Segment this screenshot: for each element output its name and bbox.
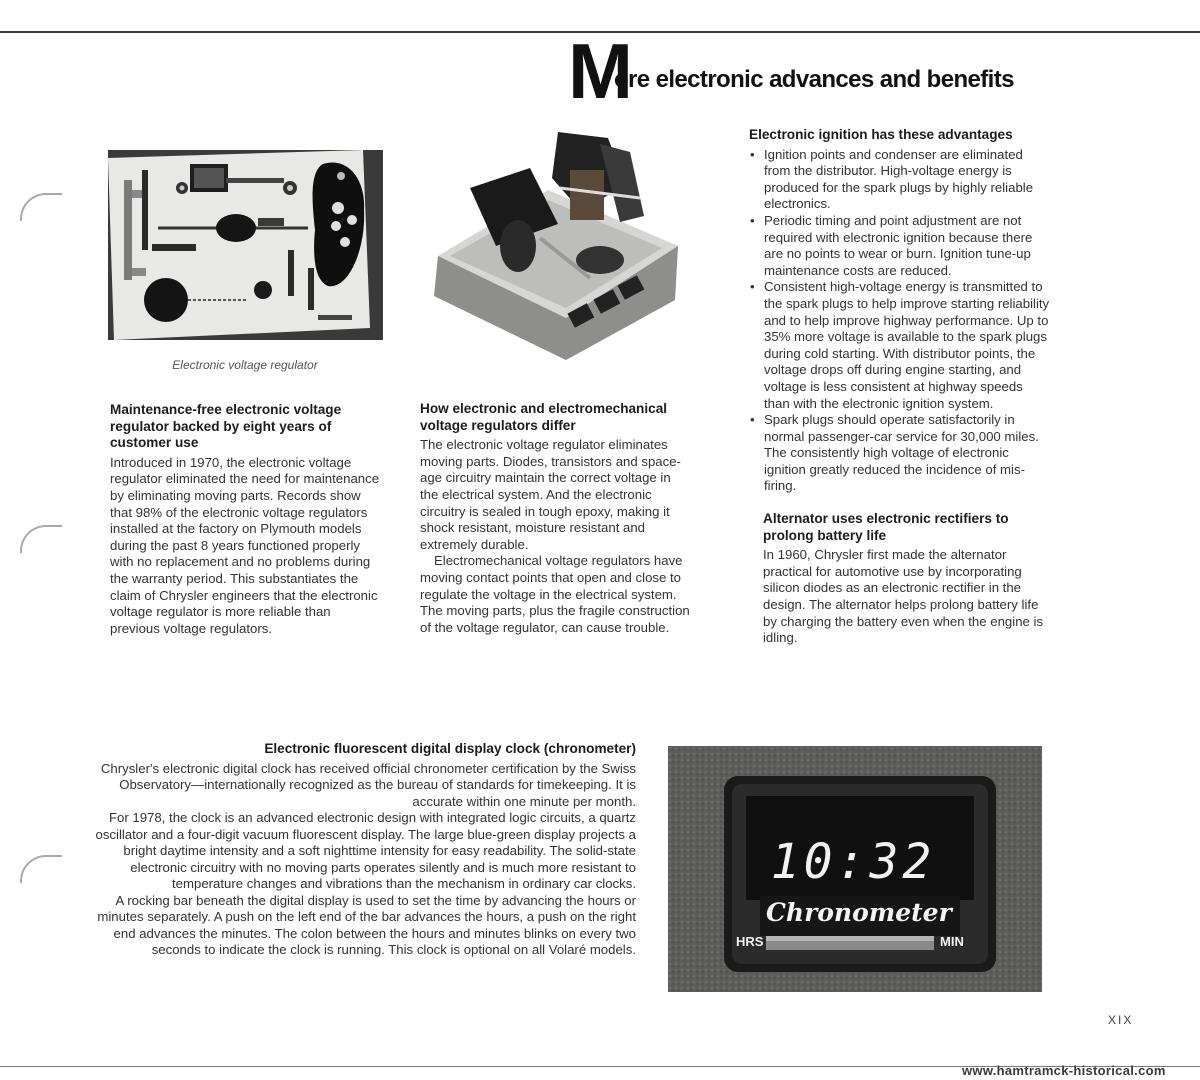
chronometer-photo [668,746,1042,992]
section-body: A rocking bar beneath the digital display is used to set the time by advancing the hours or minutes separately. A push on the left end of the bar advances the hours, a push on the right end advances the minutes. The colon between the hours and minutes blinks on every two seconds to indicate the clock is running. This clock is optional on all Volaré models. [97,892,636,957]
minutes-label: MIN [940,934,964,949]
section-body: Electromechanical voltage regulators have moving contact points that open and close to regulate the voltage in the electrical system. The moving parts, plus the fragile construction of the voltage regulator, can cause trouble. [420,553,690,635]
section-body: In 1960, Chrysler first made the alternator practical for automotive use by incorporating silicon diodes as an electronic rectifier in the design. The alternator helps prolong battery life by charging the battery even when the engine is idling. [763,547,1044,646]
clock-display: 10:32 [770,834,936,890]
photo-caption: Electronic voltage regulator [172,358,318,372]
list-item: • Periodic timing and point adjustment are not required with electronic ignition because there are no points to wear or burn. Ignition tune-up maintenance costs are reduced. [749,213,1051,279]
punch-hole [20,525,62,553]
hours-label: HRS [736,934,764,949]
advantages-list [749,147,1051,495]
section-body: Chrysler's electronic digital clock has received official chronometer certification by the Swiss Observatory—internationally recognized as the bureau of standards for timekeeping. It is accurate within one minute per month. [100,760,636,809]
section-body: Introduced in 1970, the electronic voltage regulator eliminated the need for maintenance by eliminating moving parts. Records show that 98% of the electronic voltage regulators installed at the factory on Plymouth models during the past 8 years functioned properly with no replacement and no problems during the warranty period. This substantiates the claim of Chrysler engineers that the electronic voltage regulator is more reliable than previous voltage regulators. [110,454,380,636]
voltage-regulator-photo [108,150,383,340]
clock-section [80,741,636,959]
section-heading: Electronic fluorescent digital display clock (chronometer) [264,741,636,756]
electromechanical-regulator-photo [430,128,680,363]
list-item: • Spark plugs should operate satisfactorily in normal passenger-car service for 30,000 miles. The consistently high voltage of electronic ignition greatly reduced the incidence of mis-firing. [749,412,1051,495]
list-item: • Ignition points and condenser are eliminated from the distributor. High-voltage energy is produced for the spark plugs by highly reliable electronics. [749,147,1051,213]
title-text: ore electronic advances and benefits [614,66,1014,93]
section-body: The electronic voltage regulator eliminates moving parts. Diodes, transistors and space-age circuitry maintain the correct voltage in the electrical system. And the electronic circuitry is sealed in tough epoxy, making it shock resistant, moisture resistant and extremely durable. [420,437,681,552]
column-ignition-alternator [749,127,1051,647]
list-item: • Consistent high-voltage energy is transmitted to the spark plugs to help improve starting reliability and to help improve highway performance. Up to 35% more voltage is available to the spark plugs during cold starting. With distributor points, the voltage drops off during engine starting, and voltage is less consistent at highway speeds than with the electronic ignition system. [749,279,1051,412]
page-title [568,27,1188,115]
section-heading: How electronic and electromechanical voltage regulators differ [420,401,668,433]
section-heading: Alternator uses electronic rectifiers to prolong battery life [763,511,1009,543]
watermark-url: www.hamtramck-historical.com [962,1063,1166,1078]
punch-hole [20,855,62,883]
column-voltage-regulator [110,402,382,637]
title-initial: M [568,27,630,115]
section-heading: Maintenance-free electronic voltage regulator backed by eight years of customer use [110,402,342,451]
punch-hole [20,193,62,221]
section-body: For 1978, the clock is an advanced electronic design with integrated logic circuits, a quartz oscillator and a four-digit vacuum fluorescent display. The large blue-green display projects a bright daytime intensity and a soft nighttime intensity for easy readability. The solid-state electronic circuitry with no moving parts operates silently and is much more resistant to temperature changes and vibrations than the mechanism in ordinary car clocks. [95,810,636,891]
clock-brand: Chronometer [766,898,952,927]
section-heading: Electronic ignition has these advantages [749,127,1013,142]
page-number: XIX [1108,1013,1134,1027]
column-regulator-differences [420,401,690,636]
